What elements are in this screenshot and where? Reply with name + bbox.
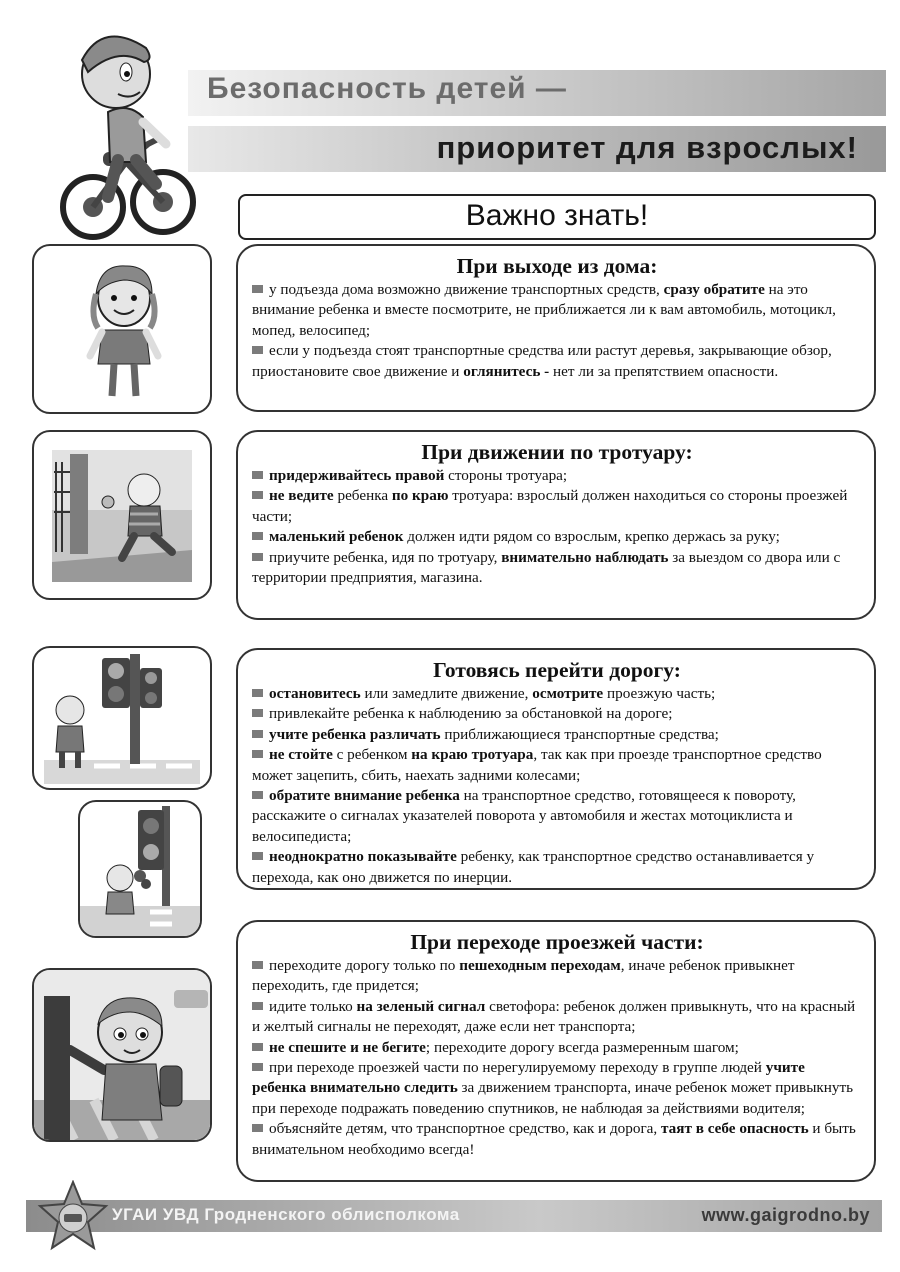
section-title: При переходе проезжей части:	[410, 930, 704, 954]
list-item	[252, 704, 862, 724]
emphasis-text: по краю	[391, 487, 449, 505]
bullet-square-icon	[252, 346, 263, 354]
important-banner	[238, 194, 876, 240]
page-title-line1: Безопасность детей —	[207, 72, 567, 105]
item-text: с ребенком	[332, 746, 412, 764]
bullet-square-icon	[252, 285, 263, 293]
bullet-square-icon	[252, 491, 263, 499]
list-item	[252, 997, 862, 1038]
bullet-square-icon	[252, 553, 263, 561]
list-item	[252, 725, 862, 745]
item-text: при переходе проезжей части по нерегулируемому переходу в группе людей	[269, 1059, 766, 1077]
emphasis-text: не стойте	[269, 746, 333, 764]
section-card-crossing-road	[236, 920, 876, 1182]
emphasis-text: пешеходным переходам	[459, 957, 621, 974]
item-text: тротуара: взрослый должен находиться со стороны проезжей части;	[252, 487, 848, 525]
list-item	[252, 466, 862, 486]
item-text: , иначе ребенок привыкнет переходить, где придется;	[252, 957, 795, 995]
item-text: идите только	[269, 997, 357, 1015]
important-label: Важно знать!	[465, 199, 649, 232]
section-title: При выходе из дома:	[456, 254, 658, 278]
item-text: если у подъезда стоят транспортные средства или растут деревья, закрывающие обзор, приостановите свое движение и	[252, 342, 832, 380]
item-text: , так как при проезде транспортное средство может зацепить, сбить, наехать задними колесами;	[252, 746, 822, 784]
bullet-square-icon	[252, 1002, 263, 1010]
item-text: нет ли за препятствием опасности.	[549, 362, 779, 380]
bullet-square-icon	[252, 532, 263, 540]
item-text: за движением транспорта, иначе ребенок может привыкнуть при переходе подражать поведению спутников, не наблюдая за действиями водителя;	[252, 1079, 854, 1117]
emphasis-text: оглянитесь -	[463, 362, 550, 380]
illustration-card-sidewalk	[32, 430, 212, 600]
bullet-square-icon	[252, 852, 263, 860]
item-text: приближающиеся транспортные средства;	[440, 725, 719, 743]
section-title: При движении по тротуару:	[421, 440, 693, 464]
emphasis-text: осмотрите	[532, 685, 604, 702]
boy-on-bicycle-illustration	[48, 12, 198, 244]
emphasis-text: учите ребенка внимательно следить	[252, 1059, 805, 1097]
emphasis-text: остановитесь	[269, 685, 361, 702]
emphasis-text: внимательно наблюдать	[501, 548, 669, 566]
emphasis-text: неоднократно показывайте	[269, 848, 457, 866]
item-text: ребенку, как транспортное средство останавливается у перехода, как оно движется по инерции.	[252, 848, 815, 886]
item-text: и быть внимательном необходимо всегда!	[252, 1120, 856, 1158]
item-text: у подъезда дома возможно движение транспортных средств,	[269, 281, 664, 298]
footer-organization: УГАИ УВД Гродненского облисполкома	[112, 1205, 460, 1224]
boy-at-traffic-light-illustration	[34, 648, 210, 788]
item-text: на это внимание ребенка и вместе посмотрите, не приближается ли к вам автомобиль, мотоцикл, мопед, велосипед;	[252, 281, 836, 339]
item-text: проезжую часть;	[603, 685, 716, 702]
emphasis-text: обратите внимание ребенка	[269, 787, 460, 805]
item-text: или замедлите движение,	[360, 685, 533, 702]
item-text: приучите ребенка, идя по тротуару,	[269, 548, 502, 566]
bullet-square-icon	[252, 1124, 263, 1132]
bullet-square-icon	[252, 1063, 263, 1071]
boy-walking-sidewalk-illustration	[34, 432, 210, 598]
section-items	[252, 466, 862, 588]
section-card-sidewalk	[236, 430, 876, 620]
bullet-square-icon	[252, 730, 263, 738]
item-text: должен идти рядом со взрослым, крепко держась за руку;	[403, 528, 780, 546]
bullet-square-icon	[252, 471, 263, 479]
illustration-card-girl	[32, 244, 212, 414]
illustration-card-traffic-light-2	[78, 800, 202, 938]
bullet-square-icon	[252, 1043, 263, 1051]
item-text: привлекайте ребенка к наблюдению за обстановкой на дороге;	[269, 705, 673, 723]
list-item	[252, 280, 862, 341]
bullet-square-icon	[252, 750, 263, 758]
list-item	[252, 956, 862, 997]
list-item	[252, 1038, 862, 1058]
emphasis-text: не спешите и не бегите	[269, 1038, 426, 1056]
list-item	[252, 786, 862, 847]
traffic-police-emblem-icon	[36, 1180, 110, 1252]
item-text: светофора: ребенок должен привыкнуть, что на красный и желтый сигналы не переходят, даже если нет транспорта;	[252, 997, 856, 1036]
list-item	[252, 1119, 862, 1160]
page-title-line2: приоритет для взрослых!	[436, 130, 858, 165]
girl-illustration	[34, 246, 210, 412]
boy-crossing-road-illustration	[34, 970, 210, 1140]
item-text: ; переходите дорогу всегда размеренным шагом;	[425, 1038, 739, 1056]
emphasis-text: сразу обратите	[663, 281, 765, 298]
bullet-square-icon	[252, 791, 263, 799]
item-text: ребенка	[333, 487, 392, 505]
item-text: стороны тротуара;	[444, 467, 568, 484]
emphasis-text: маленький ребенок	[269, 528, 404, 546]
item-text: за выездом со двора или с территории предприятия, магазина.	[252, 548, 841, 587]
emphasis-text: учите ребенка различать	[269, 725, 441, 743]
boy-with-flowers-crossing-illustration	[80, 802, 200, 936]
item-text: объясняйте детям, что транспортное средство, как и дорога,	[269, 1120, 662, 1138]
emphasis-text: на краю тротуара	[411, 746, 534, 764]
bullet-square-icon	[252, 961, 263, 969]
emphasis-text: придерживайтесь правой	[269, 467, 445, 484]
section-items	[252, 280, 862, 382]
item-text: на транспортное средство, готовящееся к повороту, расскажите о сигналах указателей поворота у автомобиля и жестах мотоциклиста и велосипедиста;	[252, 787, 796, 845]
emphasis-text: не ведите	[269, 487, 334, 505]
section-items	[252, 684, 862, 888]
bullet-square-icon	[252, 689, 263, 697]
list-item	[252, 684, 862, 704]
list-item	[252, 486, 862, 527]
section-card-leaving-home	[236, 244, 876, 412]
illustration-card-traffic-light-1	[32, 646, 212, 790]
list-item	[252, 847, 862, 888]
footer-website-link[interactable]: www.gaigrodno.by	[701, 1205, 870, 1225]
item-text: переходите дорогу только по	[269, 957, 460, 974]
section-card-preparing-to-cross	[236, 648, 876, 890]
bullet-square-icon	[252, 709, 263, 717]
list-item	[252, 745, 862, 786]
list-item	[252, 548, 862, 589]
section-items	[252, 956, 862, 1160]
illustration-card-crossing	[32, 968, 212, 1142]
list-item	[252, 527, 862, 547]
emphasis-text: таят в себе опасность	[661, 1120, 809, 1138]
emphasis-text: на зеленый сигнал	[356, 997, 486, 1015]
list-item	[252, 1058, 862, 1119]
list-item	[252, 341, 862, 382]
section-title: Готовясь перейти дорогу:	[433, 658, 681, 682]
